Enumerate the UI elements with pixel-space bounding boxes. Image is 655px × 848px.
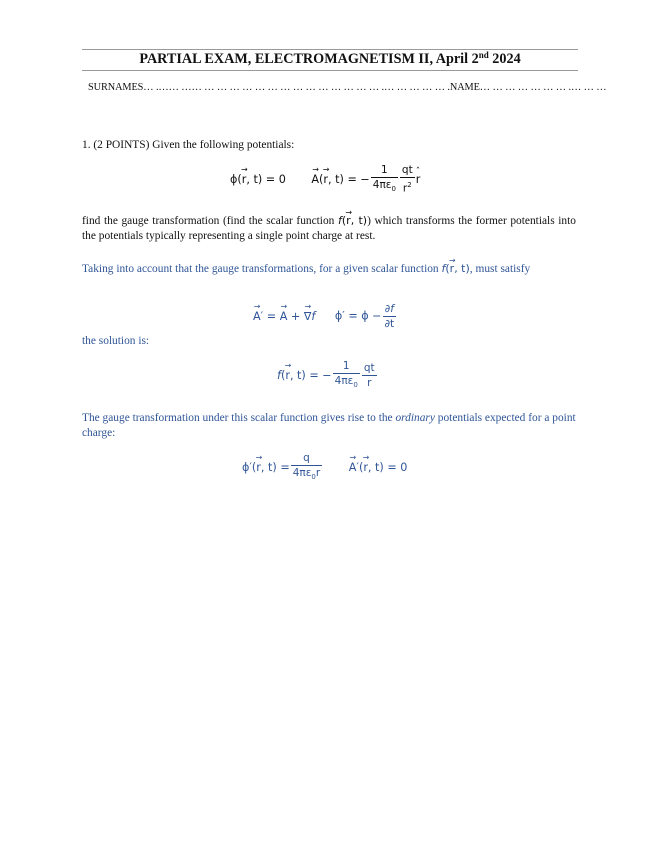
title-main: PARTIAL EXAM, ELECTROMAGNETISM II, April 2 (139, 51, 479, 67)
gauge-result-part1: The gauge transformation under this scalar function gives rise to the (82, 412, 396, 424)
scalar-function-equation: f(→ r, t) = − $\frac{1}{4\pi\varepsilon_0}$ $\frac{qt}{r}$ (277, 360, 378, 391)
question-heading: 1. (2 POINTS) Given the following potentials: (82, 139, 295, 151)
question-text-part1: find the gauge transformation (find the scalar function (82, 215, 338, 227)
gauge-result-italic: ordinary (395, 412, 435, 424)
gauge-transformation-equation: → A′ = → A + → ∇f ϕ′ = ϕ − $\frac{\partial f}{\partial t}$ (253, 303, 397, 330)
solution-is-label: the solution is: (82, 335, 150, 347)
question-text-part2: ) which transforms the former potentials into the potentials typically representing a single point charge at rest. (82, 215, 576, 242)
point-charge-potentials-equation: ϕ′(→ r, t) = $\frac{q}{4\pi\varepsilon_0r}$ → A′(→ r, t) = 0 (242, 452, 407, 483)
exam-title (82, 49, 578, 71)
function-symbol: f (337, 214, 342, 227)
solution-intro: Taking into account that the gauge transformations, for a given scalar function f(→ r, t), must satisfy (82, 261, 576, 277)
gauge-result-part2: potentials expected for a point charge: (82, 412, 576, 439)
question-text: find the gauge transformation (find the scalar function f(→ r, t)) which transforms the former potentials into the potentials typically representing a single point charge at rest. (82, 213, 576, 244)
solution-intro-part2: , must satisfy (469, 263, 531, 275)
title-year: 2024 (488, 51, 521, 67)
gauge-result-text (82, 411, 576, 441)
solution-intro-part1: Taking into account that the gauge transformations, for a given scalar function (82, 263, 442, 275)
title-sup: nd (478, 50, 489, 60)
given-potentials-equation: ϕ(→ r, t) = 0 → A(→ r, t) = − $\frac{1}{4\pi\varepsilon_0}$ $\frac{qt}{r^2}$ ˆ r (230, 164, 420, 195)
surnames-name-line: SURNAMES… .…… …… … … … … … … … … … … … … … … .… … … … … .NAME… … … … … … … .… … … (88, 82, 607, 93)
